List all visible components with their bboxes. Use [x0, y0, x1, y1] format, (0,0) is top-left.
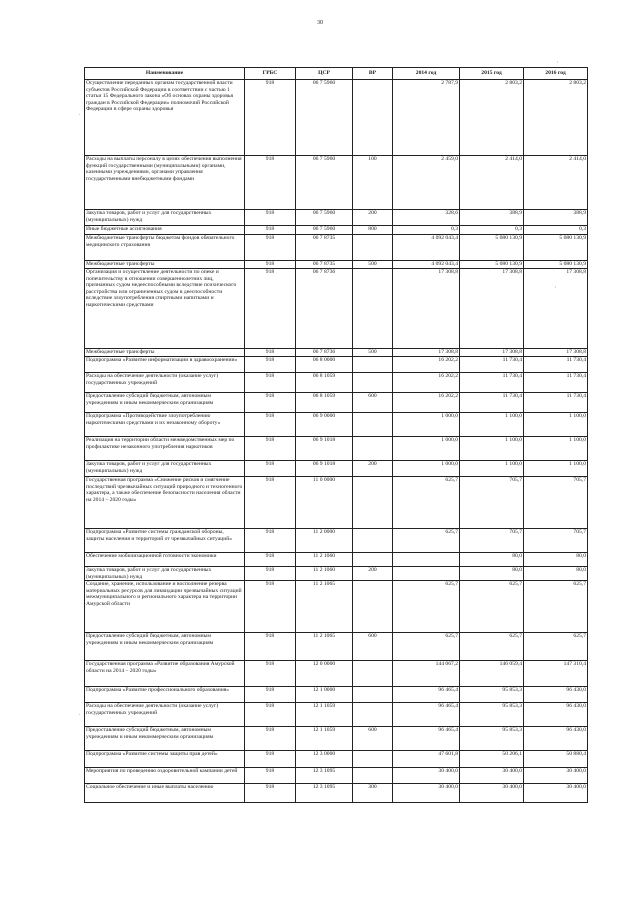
cell-y2016: 147 310,4 [524, 661, 588, 687]
cell-y2015: 95 853,3 [460, 703, 524, 727]
cell-vr [353, 703, 393, 727]
cell-csr: 12 3 0000 [296, 751, 353, 768]
column-header: 2015 год [460, 68, 524, 80]
cell-grbs: 918 [245, 703, 296, 727]
cell-y2015: 50 206,1 [460, 751, 524, 768]
cell-vr [353, 413, 393, 437]
cell-vr [353, 357, 393, 373]
cell-y2014: 4 092 043,4 [393, 235, 460, 261]
scan-mark: ' [557, 62, 558, 67]
cell-y2016: 625,7 [524, 581, 588, 633]
cell-vr: 500 [353, 349, 393, 357]
cell-csr: 12 1 0000 [296, 687, 353, 703]
cell-vr [353, 553, 393, 567]
cell-grbs: 918 [245, 437, 296, 461]
cell-csr: 12 1 1059 [296, 703, 353, 727]
cell-y2016: 30 400,0 [524, 784, 588, 803]
cell-grbs: 918 [245, 768, 296, 784]
table-row [85, 567, 588, 581]
cell-y2014 [393, 553, 460, 567]
cell-vr: 300 [353, 784, 393, 803]
cell-y2016: 705,7 [524, 477, 588, 529]
cell-y2016: 2 414,0 [524, 156, 588, 210]
cell-vr: 200 [353, 567, 393, 581]
cell-y2015: 705,7 [460, 529, 524, 553]
cell-grbs: 918 [245, 529, 296, 553]
cell-grbs: 918 [245, 633, 296, 661]
cell-grbs: 918 [245, 349, 296, 357]
cell-name: Предоставление субсидий бюджетным, автономным учреждениям и иным некоммерческим организациям [85, 393, 245, 413]
cell-csr: 06 7 5960 [296, 156, 353, 210]
cell-y2015: 95 853,3 [460, 687, 524, 703]
cell-y2014: 16 202,2 [393, 373, 460, 393]
cell-y2016: 11 730,4 [524, 393, 588, 413]
table-row [85, 633, 588, 661]
cell-y2014: 625,7 [393, 581, 460, 633]
cell-grbs: 918 [245, 727, 296, 751]
cell-grbs: 918 [245, 80, 296, 156]
cell-y2016: 50 880,4 [524, 751, 588, 768]
cell-y2014 [393, 567, 460, 581]
cell-vr: 600 [353, 727, 393, 751]
cell-y2014: 96 465,4 [393, 687, 460, 703]
cell-y2015: 95 853,3 [460, 727, 524, 751]
cell-name: Подпрограмма «Развитие системы гражданской обороны, защиты населения и территорий от чрезвычайных ситуаций» [85, 529, 245, 553]
cell-y2016: 5 080 130,9 [524, 261, 588, 269]
cell-y2015: 388,9 [460, 210, 524, 226]
cell-y2014: 4 092 043,4 [393, 261, 460, 269]
cell-name: Иные бюджетные ассигнования [85, 226, 245, 235]
cell-name: Реализация на территории области межведомственных мер по профилактике незаконного употребления наркотиков [85, 437, 245, 461]
cell-y2014: 30 400,0 [393, 784, 460, 803]
cell-y2014: 2 787,9 [393, 80, 460, 156]
cell-y2016: 11 730,4 [524, 373, 588, 393]
cell-y2014: 17 308,8 [393, 349, 460, 357]
cell-y2014: 1 000,0 [393, 461, 460, 477]
cell-vr [353, 581, 393, 633]
cell-y2014: 625,7 [393, 529, 460, 553]
cell-vr: 100 [353, 156, 393, 210]
cell-csr: 11 0 0000 [296, 477, 353, 529]
cell-y2015: 1 100,0 [460, 461, 524, 477]
cell-y2015: 2 414,0 [460, 156, 524, 210]
cell-csr: 06 7 5960 [296, 226, 353, 235]
cell-y2014: 96 465,4 [393, 727, 460, 751]
cell-y2015: 11 730,4 [460, 373, 524, 393]
table-row [85, 235, 588, 261]
cell-y2015: 146 059,4 [460, 661, 524, 687]
cell-csr: 06 7 8735 [296, 235, 353, 261]
table-row [85, 357, 588, 373]
cell-name: Закупка товаров, работ и услуг для государственных (муниципальных) нужд [85, 461, 245, 477]
cell-y2015: 2 803,2 [460, 80, 524, 156]
table-body [85, 80, 588, 803]
cell-csr: 06 9 0000 [296, 413, 353, 437]
cell-csr: 06 7 8736 [296, 269, 353, 349]
cell-y2014: 47 601,8 [393, 751, 460, 768]
table-row [85, 529, 588, 553]
cell-grbs: 918 [245, 687, 296, 703]
cell-y2016: 1 100,0 [524, 461, 588, 477]
cell-y2015: 80,0 [460, 553, 524, 567]
table-row [85, 437, 588, 461]
cell-y2015: 5 080 130,9 [460, 261, 524, 269]
cell-y2016: 96 430,0 [524, 687, 588, 703]
table-row [85, 349, 588, 357]
column-header: ЦСР [296, 68, 353, 80]
column-header: ГРБС [245, 68, 296, 80]
cell-name: Осуществление переданных органам государственной власти субъектов Российской Федерации в соответствии с частью 1 статьи 15 Федерального закона «Об основах охраны здоровья граждан в Российской Федерации» полномочий Российской Федерации в сфере охраны здоровья [85, 80, 245, 156]
cell-grbs: 918 [245, 393, 296, 413]
cell-vr [353, 235, 393, 261]
cell-vr [353, 373, 393, 393]
cell-vr [353, 437, 393, 461]
scan-mark: ' [555, 287, 556, 292]
cell-name: Государственная программа «Снижение рисков и смягчение последствий чрезвычайных ситуаций природного и техногенного характера, а также обеспечение безопасности населения области на 2014 – 2020 годы» [85, 477, 245, 529]
cell-name: Подпрограмма «Развитие системы защиты прав детей» [85, 751, 245, 768]
cell-name: Расходы на выплаты персоналу в целях обеспечения выполнения функций государственными (муниципальными) органами, казенными учреждениями, органами управления государственными внебюджетными фондами [85, 156, 245, 210]
cell-vr [353, 687, 393, 703]
cell-y2016: 80,0 [524, 567, 588, 581]
cell-y2015: 625,7 [460, 633, 524, 661]
cell-name: Межбюджетные трансферты [85, 261, 245, 269]
cell-csr: 06 8 0000 [296, 357, 353, 373]
cell-name: Организация и осуществление деятельности по опеке и попечительству в отношении совершеннолетних лиц, признанных судом недееспособными вследствие психического расстройства или ограниченных судом в дееспособности вследствие злоупотребления спиртными напитками и наркотическими средствами [85, 269, 245, 349]
cell-y2014: 144 067,2 [393, 661, 460, 687]
cell-y2015: 0,3 [460, 226, 524, 235]
cell-y2016: 96 430,0 [524, 727, 588, 751]
cell-grbs: 918 [245, 210, 296, 226]
cell-name: Создание, хранение, использование и восполнение резерва материальных ресурсов для ликвидации чрезвычайных ситуаций межмуниципального и регионального характера на территории Амурской области [85, 581, 245, 633]
cell-y2016: 705,7 [524, 529, 588, 553]
cell-grbs: 918 [245, 477, 296, 529]
table-row [85, 703, 588, 727]
cell-y2015: 1 100,0 [460, 413, 524, 437]
table-header-row [85, 68, 588, 80]
cell-name: Мероприятия по проведению оздоровительной кампании детей [85, 768, 245, 784]
cell-csr: 11 2 1065 [296, 581, 353, 633]
cell-csr: 12 1 1059 [296, 727, 353, 751]
cell-vr [353, 477, 393, 529]
scan-mark: . [79, 112, 81, 117]
table-row [85, 553, 588, 567]
cell-y2014: 1 000,0 [393, 413, 460, 437]
cell-vr: 600 [353, 633, 393, 661]
table-row [85, 751, 588, 768]
cell-grbs: 918 [245, 567, 296, 581]
cell-name: Предоставление субсидий бюджетным, автономным учреждениям и иным некоммерческим организациям [85, 633, 245, 661]
cell-csr: 12 3 1095 [296, 768, 353, 784]
table-row [85, 269, 588, 349]
cell-y2014: 0,3 [393, 226, 460, 235]
table-row [85, 687, 588, 703]
cell-y2015: 11 730,4 [460, 357, 524, 373]
cell-y2015: 80,0 [460, 567, 524, 581]
cell-grbs: 918 [245, 357, 296, 373]
cell-grbs: 918 [245, 461, 296, 477]
cell-vr: 800 [353, 226, 393, 235]
page-number: 30 [317, 20, 323, 26]
cell-vr [353, 768, 393, 784]
table-row [85, 226, 588, 235]
cell-y2014: 328,6 [393, 210, 460, 226]
table-row [85, 661, 588, 687]
cell-grbs: 918 [245, 661, 296, 687]
cell-y2016: 5 080 130,9 [524, 235, 588, 261]
cell-y2014: 16 202,2 [393, 357, 460, 373]
cell-name: Расходы на обеспечение деятельности (оказание услуг) государственных учреждений [85, 703, 245, 727]
cell-y2015: 1 100,0 [460, 437, 524, 461]
cell-name: Подпрограмма «Противодействие злоупотреблению наркотическими средствами и их незаконному обороту» [85, 413, 245, 437]
cell-y2016: 80,0 [524, 553, 588, 567]
table-row [85, 373, 588, 393]
cell-csr: 11 2 1060 [296, 553, 353, 567]
cell-y2014: 2 459,0 [393, 156, 460, 210]
cell-vr [353, 529, 393, 553]
cell-y2016: 17 308,8 [524, 349, 588, 357]
scan-mark: . [79, 712, 81, 717]
cell-y2014: 625,7 [393, 633, 460, 661]
cell-csr: 06 7 8736 [296, 349, 353, 357]
cell-vr: 200 [353, 461, 393, 477]
cell-y2016: 1 100,0 [524, 437, 588, 461]
cell-grbs: 918 [245, 261, 296, 269]
cell-grbs: 918 [245, 269, 296, 349]
table-row [85, 80, 588, 156]
cell-grbs: 918 [245, 784, 296, 803]
cell-csr: 12 3 1095 [296, 784, 353, 803]
cell-y2016: 1 100,0 [524, 413, 588, 437]
column-header: 2016 год [524, 68, 588, 80]
cell-y2014: 16 202,2 [393, 393, 460, 413]
table-row [85, 413, 588, 437]
cell-y2014: 17 308,8 [393, 269, 460, 349]
cell-name: Межбюджетные трансферты [85, 349, 245, 357]
cell-grbs: 918 [245, 553, 296, 567]
cell-name: Закупка товаров, работ и услуг для государственных (муниципальных) нужд [85, 567, 245, 581]
cell-vr [353, 269, 393, 349]
cell-csr: 11 2 1065 [296, 633, 353, 661]
table-row [85, 477, 588, 529]
table-row [85, 261, 588, 269]
cell-name: Государственная программа «Развитие образования Амурской области на 2014 – 2020 годы» [85, 661, 245, 687]
cell-y2015: 5 080 130,9 [460, 235, 524, 261]
cell-csr: 06 8 1059 [296, 393, 353, 413]
cell-vr: 200 [353, 210, 393, 226]
table-row [85, 768, 588, 784]
cell-y2014: 96 465,4 [393, 703, 460, 727]
cell-grbs: 918 [245, 751, 296, 768]
cell-name: Обеспечение мобилизационной готовности экономики [85, 553, 245, 567]
cell-y2014: 625,7 [393, 477, 460, 529]
cell-y2014: 30 400,0 [393, 768, 460, 784]
cell-csr: 06 7 5960 [296, 210, 353, 226]
cell-csr: 11 2 0000 [296, 529, 353, 553]
cell-grbs: 918 [245, 581, 296, 633]
cell-y2016: 11 730,4 [524, 357, 588, 373]
table-row [85, 156, 588, 210]
cell-y2016: 625,7 [524, 633, 588, 661]
table-row [85, 581, 588, 633]
table-row [85, 393, 588, 413]
cell-name: Социальное обеспечение и иные выплаты населению [85, 784, 245, 803]
cell-y2016: 0,3 [524, 226, 588, 235]
cell-name: Подпрограмма «Развитие профессионального образования» [85, 687, 245, 703]
cell-name: Предоставление субсидий бюджетным, автономным учреждениям и иным некоммерческим организациям [85, 727, 245, 751]
cell-csr: 12 0 0000 [296, 661, 353, 687]
cell-name: Расходы на обеспечение деятельности (оказание услуг) государственных учреждений [85, 373, 245, 393]
cell-y2016: 388,9 [524, 210, 588, 226]
cell-y2015: 625,7 [460, 581, 524, 633]
cell-vr [353, 751, 393, 768]
cell-name: Межбюджетные трансферты бюджетам фондов обязательного медицинского страхования [85, 235, 245, 261]
cell-name: Подпрограмма «Развитие информатизации в здравоохранении» [85, 357, 245, 373]
cell-vr [353, 661, 393, 687]
column-header: 2014 год [393, 68, 460, 80]
cell-name: Закупка товаров, работ и услуг для государственных (муниципальных) нужд [85, 210, 245, 226]
cell-vr: 500 [353, 261, 393, 269]
cell-grbs: 918 [245, 156, 296, 210]
table-row [85, 727, 588, 751]
cell-y2016: 2 803,2 [524, 80, 588, 156]
cell-y2015: 17 308,8 [460, 349, 524, 357]
cell-y2016: 96 430,0 [524, 703, 588, 727]
budget-table [84, 67, 588, 803]
cell-csr: 06 7 5960 [296, 80, 353, 156]
cell-csr: 06 9 1018 [296, 461, 353, 477]
cell-grbs: 918 [245, 235, 296, 261]
column-header: Наименование [85, 68, 245, 80]
cell-y2015: 30 400,0 [460, 784, 524, 803]
table-row [85, 210, 588, 226]
cell-csr: 06 8 1059 [296, 373, 353, 393]
cell-y2016: 30 400,0 [524, 768, 588, 784]
cell-grbs: 918 [245, 373, 296, 393]
cell-y2014: 1 000,0 [393, 437, 460, 461]
cell-csr: 11 2 1060 [296, 567, 353, 581]
cell-y2015: 11 730,4 [460, 393, 524, 413]
cell-y2015: 30 400,0 [460, 768, 524, 784]
cell-y2016: 17 308,8 [524, 269, 588, 349]
cell-grbs: 918 [245, 226, 296, 235]
cell-csr: 06 7 8735 [296, 261, 353, 269]
cell-grbs: 918 [245, 413, 296, 437]
cell-y2015: 705,7 [460, 477, 524, 529]
cell-csr: 06 9 1018 [296, 437, 353, 461]
cell-y2015: 17 308,8 [460, 269, 524, 349]
cell-vr [353, 80, 393, 156]
table-row [85, 461, 588, 477]
cell-vr: 600 [353, 393, 393, 413]
column-header: ВР [353, 68, 393, 80]
table-row [85, 784, 588, 803]
